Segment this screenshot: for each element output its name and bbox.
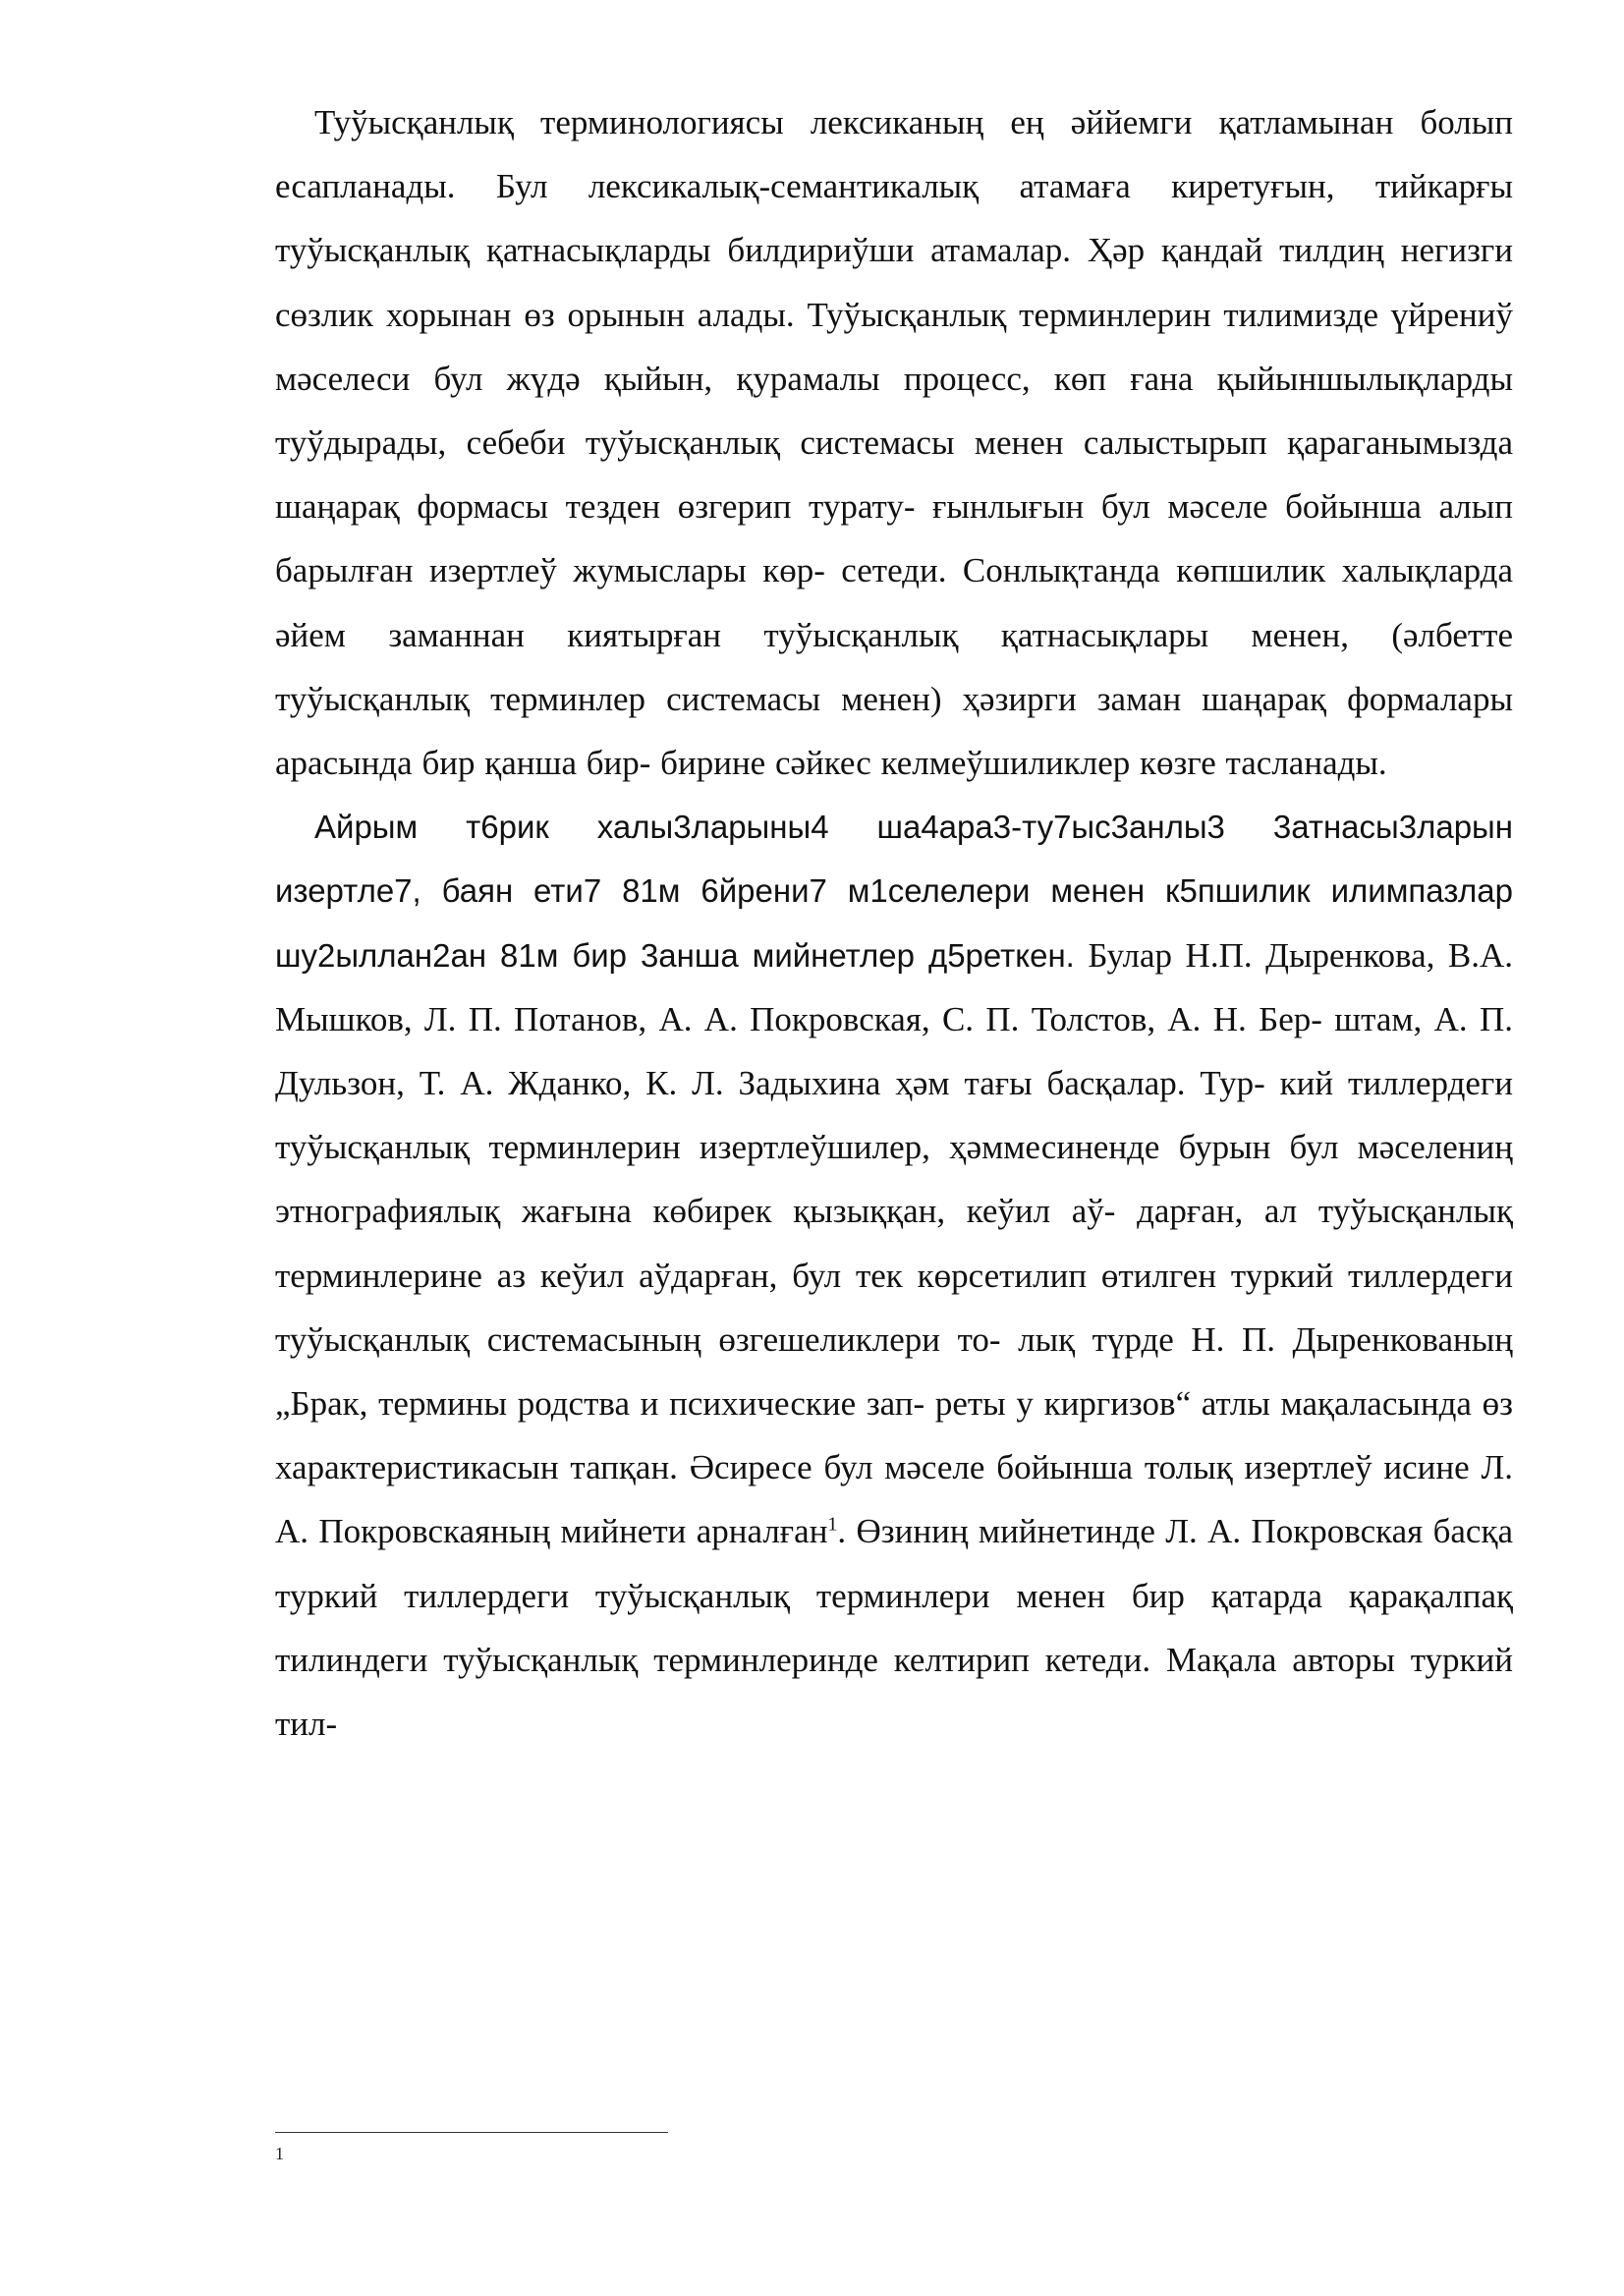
footnote-number: 1 (275, 2144, 284, 2163)
footnote-reference: 1 (827, 1513, 838, 1536)
footnote-separator (275, 2132, 668, 2133)
document-page (275, 90, 1513, 1756)
paragraph-2-body: Булар Н.П. Дыренкова, В.А. Мышков, Л. П. Потанов, А. А. Покровская, С. П. Толстов, А. Н. Бер- штам, А. П. Дульзон, Т. А. Жданко, К. Л. Задыхина ҳәм тағы басқалар. Тур- кий тиллердеги туўысқанлық терминлерин изертлеўшилер, ҳәммесиненде бурын бул мәселениң этнографиялық жағына көбирек қызыққан, кеўил аў- дарған, ал туўысқанлық терминлерине аз кеўил аўдарған, бул тек көрсетилип өтилген туркий тиллердеги туўысқанлық системасының өзгешеликлери то- лық түрде Н. П. Дыренкованың „Брак, термины родства и психические зап- реты у киргизов“ атлы мақаласында өз характеристикасын тапқан. Әсиресе бул мәселе бойынша толық изертлеў исине Л. А. Покровскаяның мийнети арналған (275, 935, 1513, 1551)
paragraph-2 (275, 795, 1513, 1756)
paragraph-2-ending: . Өзиниң мийнетинде Л. А. Покровская басқа туркий тиллердеги туўысқанлық терминлери менен бир қатарда қарақалпақ тилиндеги туўысқанлық терминлеринде келтирип кетеди. Мақала авторы туркий тил- (275, 1512, 1513, 1744)
paragraph-1: Туўысқанлық терминологиясы лексиканың ең әййемги қатламынан болып есапланады. Бул лексикалық-семантикалық атамаға киретуғын, тийкарғы туўысқанлық қатнасықларды билдириўши атамалар. Ҳәр қандай тилдиң негизги сөзлик хорынан өз орынын алады. Туўысқанлық терминлерин тилимизде үйрениў мәселеси бул жүдә қыйын, қурамалы процесс, көп ғана қыйыншылықларды туўдырады, себеби туўысқанлық системасы менен салыстырып қараганымызда шаңарақ формасы тезден өзгерип турату- ғынлығын бул мәселе бойынша алып барылған изертлеў жумыслары көр- сетеди. Сонлықтанда көпшилик халықларда әйем заманнан киятырған туўысқанлық қатнасықлары менен, (әлбетте туўысқанлық терминлер системасы менен) ҳәзирги заман шаңарақ формалары арасында бир қанша бир- бирине сәйкес келмеўшиликлер көзге тасланады. (275, 103, 1513, 783)
paragraph-2-encoded-text: Айрым т6рик халы3ларыны4 ша4ара3-ту7ыс3анлы3 3атнасы3ларын изертле7, баян ети7 81м 6йрени7 м1селелери менен к5пшилик илимпазлар шу2ыллан2ан 81м бир 3анша мийнетлер д5реткен. (275, 809, 1513, 974)
